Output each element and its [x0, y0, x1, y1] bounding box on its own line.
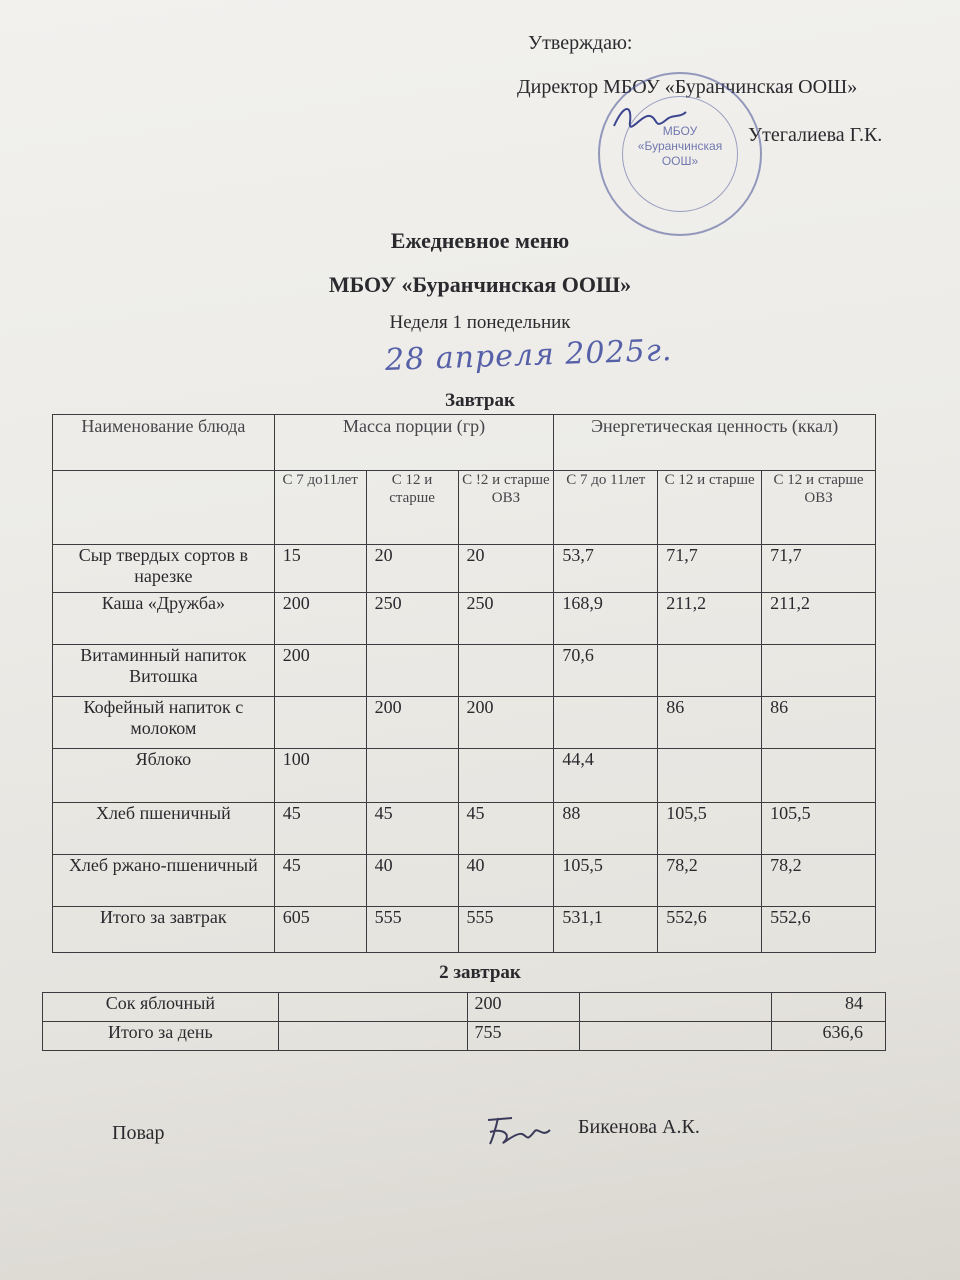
mass-cell [274, 697, 366, 749]
breakfast-table [52, 414, 876, 953]
approval-label: Утверждаю: [528, 32, 633, 54]
mass-cell: 605 [274, 907, 366, 953]
subheader-row [53, 471, 876, 545]
mass-cell: 250 [366, 593, 458, 645]
empty-cell [278, 1022, 468, 1051]
energy-cell: 70,6 [554, 645, 658, 697]
mass-cell: 555 [366, 907, 458, 953]
table-row-total [53, 907, 876, 953]
empty-cell [278, 993, 468, 1022]
mass-cell: 15 [274, 545, 366, 593]
energy-cell: 44,4 [554, 749, 658, 803]
mass-cell: 40 [366, 855, 458, 907]
table-row [53, 855, 876, 907]
subheader-cell: С !2 и старше ОВЗ [458, 471, 554, 545]
energy-cell: 71,7 [658, 545, 762, 593]
subheader-empty [53, 471, 275, 545]
mass-cell [458, 749, 554, 803]
energy-cell: 84 [772, 993, 886, 1022]
mass-cell: 40 [458, 855, 554, 907]
mass-cell: 45 [274, 855, 366, 907]
mass-cell: 755 [468, 1022, 580, 1051]
energy-cell: 552,6 [762, 907, 876, 953]
energy-cell [658, 645, 762, 697]
energy-cell: 211,2 [658, 593, 762, 645]
energy-cell: 53,7 [554, 545, 658, 593]
empty-cell [580, 1022, 772, 1051]
mass-cell: 200 [274, 593, 366, 645]
energy-cell: 71,7 [762, 545, 876, 593]
energy-cell: 531,1 [554, 907, 658, 953]
energy-cell: 86 [658, 697, 762, 749]
subheader-cell: С 12 и старше ОВЗ [762, 471, 876, 545]
subheader-cell: С 12 и старше [366, 471, 458, 545]
table-row [53, 803, 876, 855]
energy-cell: 88 [554, 803, 658, 855]
dish-name: Итого за день [43, 1022, 279, 1051]
school-title: МБОУ «Буранчинская ООШ» [328, 272, 632, 297]
energy-cell [658, 749, 762, 803]
mass-cell [458, 645, 554, 697]
energy-cell: 552,6 [658, 907, 762, 953]
table-row [43, 993, 886, 1022]
mass-cell: 45 [274, 803, 366, 855]
approval-director: Директор МБОУ «Буранчинская ООШ» [517, 76, 858, 98]
subheader-cell: С 7 до 11лет [554, 471, 658, 545]
energy-cell [554, 697, 658, 749]
mass-cell: 45 [366, 803, 458, 855]
dish-name: Хлеб ржано-пшеничный [53, 855, 275, 907]
energy-cell: 86 [762, 697, 876, 749]
mass-cell: 20 [458, 545, 554, 593]
menu-title: Ежедневное меню [390, 228, 570, 253]
week-label: Неделя 1 понедельник [389, 312, 571, 333]
dish-name: Итого за завтрак [53, 907, 275, 953]
energy-cell: 168,9 [554, 593, 658, 645]
dish-name: Яблоко [53, 749, 275, 803]
mass-cell: 200 [274, 645, 366, 697]
table-row-total [43, 1022, 886, 1051]
energy-cell: 78,2 [658, 855, 762, 907]
empty-cell [580, 993, 772, 1022]
cook-name: Бикенова А.К. [578, 1116, 700, 1138]
table-row [53, 545, 876, 593]
subheader-cell: С 12 и старше [658, 471, 762, 545]
breakfast-section-title: Завтрак [445, 390, 515, 411]
table-row [53, 749, 876, 803]
mass-cell [366, 645, 458, 697]
col-name-header: Наименование блюда [53, 415, 275, 471]
energy-cell: 105,5 [658, 803, 762, 855]
mass-cell: 20 [366, 545, 458, 593]
col-energy-header: Энергетическая ценность (ккал) [554, 415, 876, 471]
mass-cell: 100 [274, 749, 366, 803]
mass-cell: 250 [458, 593, 554, 645]
dish-name: Витаминный напиток Витошка [53, 645, 275, 697]
stamp-text: МБОУ «Буранчинская ООШ» [637, 124, 723, 168]
header-row [53, 415, 876, 471]
energy-cell: 105,5 [762, 803, 876, 855]
energy-cell: 211,2 [762, 593, 876, 645]
dish-name: Сок яблочный [43, 993, 279, 1022]
mass-cell [366, 749, 458, 803]
mass-cell: 200 [366, 697, 458, 749]
energy-cell: 78,2 [762, 855, 876, 907]
table-row [53, 593, 876, 645]
energy-cell [762, 749, 876, 803]
handwritten-date: 28 апреля 2025г. [384, 332, 673, 379]
energy-cell: 636,6 [772, 1022, 886, 1051]
table-row [53, 645, 876, 697]
energy-cell [762, 645, 876, 697]
subheader-cell: С 7 до11лет [274, 471, 366, 545]
dish-name: Каша «Дружба» [53, 593, 275, 645]
second-breakfast-table [42, 992, 886, 1051]
mass-cell: 200 [458, 697, 554, 749]
cook-role-label: Повар [112, 1122, 165, 1144]
director-signature [610, 96, 690, 146]
dish-name: Хлеб пшеничный [53, 803, 275, 855]
approval-director-name: Утегалиева Г.К. [748, 124, 883, 146]
cook-signature [482, 1110, 562, 1150]
mass-cell: 555 [458, 907, 554, 953]
mass-cell: 200 [468, 993, 580, 1022]
second-breakfast-section-title: 2 завтрак [439, 962, 521, 983]
energy-cell: 105,5 [554, 855, 658, 907]
dish-name: Кофейный напиток с молоком [53, 697, 275, 749]
dish-name: Сыр твердых сортов в нарезке [53, 545, 275, 593]
col-mass-header: Масса порции (гр) [274, 415, 554, 471]
table-row [53, 697, 876, 749]
mass-cell: 45 [458, 803, 554, 855]
